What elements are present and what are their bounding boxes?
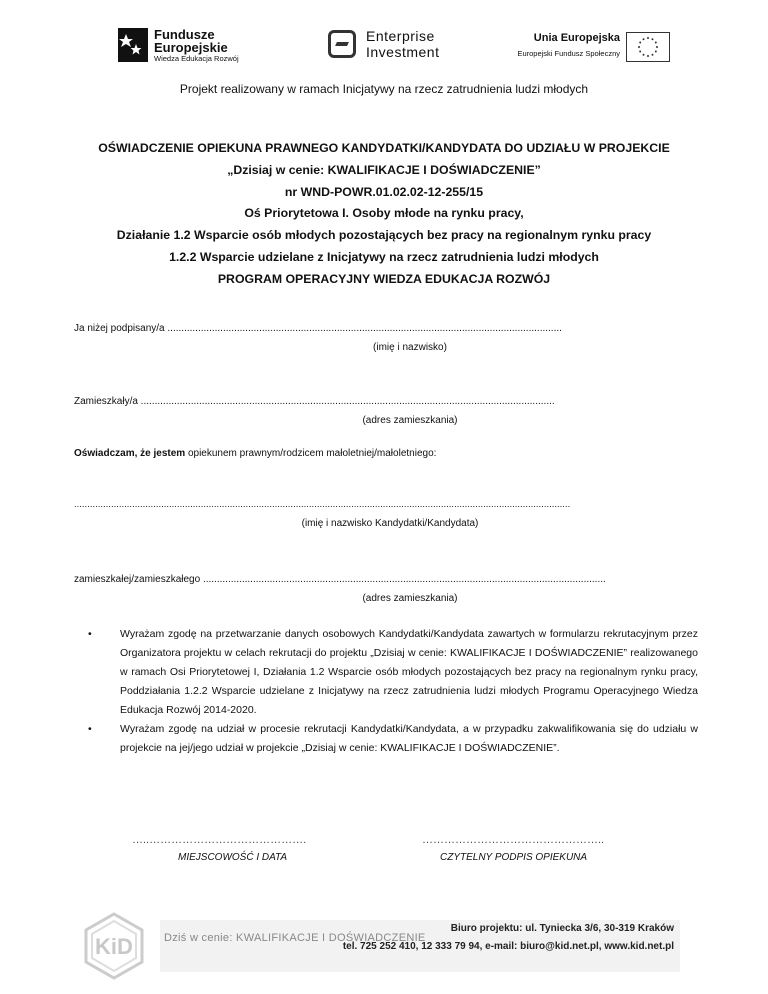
- kid-logo-text: KiD: [95, 934, 133, 959]
- title-line: nr WND-POWR.01.02.02-12-255/15: [284, 184, 484, 199]
- signature-caption: CZYTELNY PODPIS OPIEKUNA: [440, 852, 588, 863]
- document-title: [40, 138, 728, 291]
- candidate-name-caption: (imię i nazwisko Kandydatki/Kandydata): [301, 518, 479, 529]
- address-field[interactable]: Zamieszkały/a .....................................................................................................................................................: [74, 396, 555, 407]
- title-line: „Dzisiaj w cenie: KWALIFIKACJE I DOŚWIADCZENIE”: [227, 162, 541, 177]
- fundusze-europejskie-logo: [118, 28, 298, 66]
- signature-field[interactable]: …………………………………………..: [422, 834, 605, 846]
- candidate-address-field[interactable]: zamieszkałej/zamieszkałego .................................................................................................................................................: [74, 574, 606, 585]
- title-line: OŚWIADCZENIE OPIEKUNA PRAWNEGO KANDYDATKI/KANDYDATA DO UDZIAŁU W PROJEKCIE: [98, 141, 670, 155]
- title-line: Działanie 1.2 Wsparcie osób młodych pozostających bez pracy na regionalnym rynku pracy: [116, 228, 652, 243]
- candidate-address-caption: (adres zamieszkania): [362, 593, 458, 604]
- project-funding-line: Projekt realizowany w ramach Inicjatywy na rzecz zatrudnienia ludzi młodych: [179, 82, 589, 96]
- fe-star-icon: [118, 28, 148, 62]
- candidate-name-field[interactable]: ............................................................................................................................................................................................: [74, 499, 571, 510]
- title-line: Oś Priorytetowa I. Osoby młode na rynku pracy,: [244, 206, 524, 221]
- address-field-caption: (adres zamieszkania): [362, 415, 458, 426]
- footer-project-title: Dziś w cenie: KWALIFIKACJE I DOŚWIADCZENIE: [164, 932, 426, 944]
- place-date-field[interactable]: …..…………………………………….: [132, 834, 307, 846]
- title-line: PROGRAM OPERACYJNY WIEDZA EDUKACJA ROZWÓJ: [217, 271, 551, 286]
- enterprise-investment-logo: [328, 28, 468, 64]
- declaration-bold: Oświadczam, że jestem: [74, 448, 186, 459]
- place-date-caption: MIEJSCOWOŚĆ I DATA: [178, 852, 288, 863]
- declaration-line: [74, 448, 436, 459]
- enterprise-investment-icon: [328, 30, 356, 58]
- consent-item: • Wyrażam zgodę na przetwarzanie danych osobowych Kandydatki/Kandydata zawartych w formularzu rekrutacyjnym przez Organizatora projektu w celach rekrutacji do projektu „Dzisiaj w cenie: KWALIFIKACJE I DOŚWIADCZENIE” realizowanego w ramach Osi Priorytetowej I, Działania 1.2 Wsparcie osób młodych pozostających bez pracy na regionalnym rynku pracy, Poddziałania 1.2.2 Wsparcie udzielane z Inicjatywy na rzecz zatrudnienia ludzi młodych Programu Operacyjnego Wiedza Edukacja Rozwój 2014-2020.: [88, 625, 698, 720]
- fe-title-line2: Europejskie: [154, 40, 228, 55]
- ue-subtitle: Europejski Fundusz Społeczny: [517, 49, 620, 58]
- footer-address: Biuro projektu: ul. Tyniecka 3/6, 30-319 Kraków: [450, 923, 674, 934]
- fe-subtitle: Wiedza Edukacja Rozwój: [154, 54, 239, 63]
- ue-title: Unia Europejska: [533, 32, 620, 44]
- footer-contact: tel. 725 252 410, 12 333 79 94, e-mail: biuro@kid.net.pl, www.kid.net.pl: [342, 941, 674, 952]
- declaration-rest: opiekunem prawnym/rodzicem małoletniej/małoletniego:: [185, 448, 437, 459]
- name-field[interactable]: Ja niżej podpisany/a ..............................................................................................................................................: [74, 323, 562, 334]
- ei-line1: Enterprise: [366, 28, 435, 44]
- name-field-caption: (imię i nazwisko): [373, 342, 447, 353]
- unia-europejska-logo: [510, 28, 670, 68]
- title-line: 1.2.2 Wsparcie udzielane z Inicjatywy na rzecz zatrudnienia ludzi młodych: [169, 249, 599, 264]
- consent-item: • Wyrażam zgodę na udział w procesie rekrutacji Kandydatki/Kandydata, a w przypadku zakwalifikowania się do udziału w projekcie na jej/jego udział w projekcie „Dzisiaj w cenie: KWALIFIKACJE I DOŚWIADCZENIE”.: [88, 720, 698, 758]
- eu-flag-icon: [626, 32, 670, 62]
- fe-title-line1: Fundusze: [154, 27, 215, 42]
- kid-logo: [80, 912, 148, 980]
- ei-line2: Investment: [366, 44, 440, 60]
- consent-list: [88, 625, 698, 758]
